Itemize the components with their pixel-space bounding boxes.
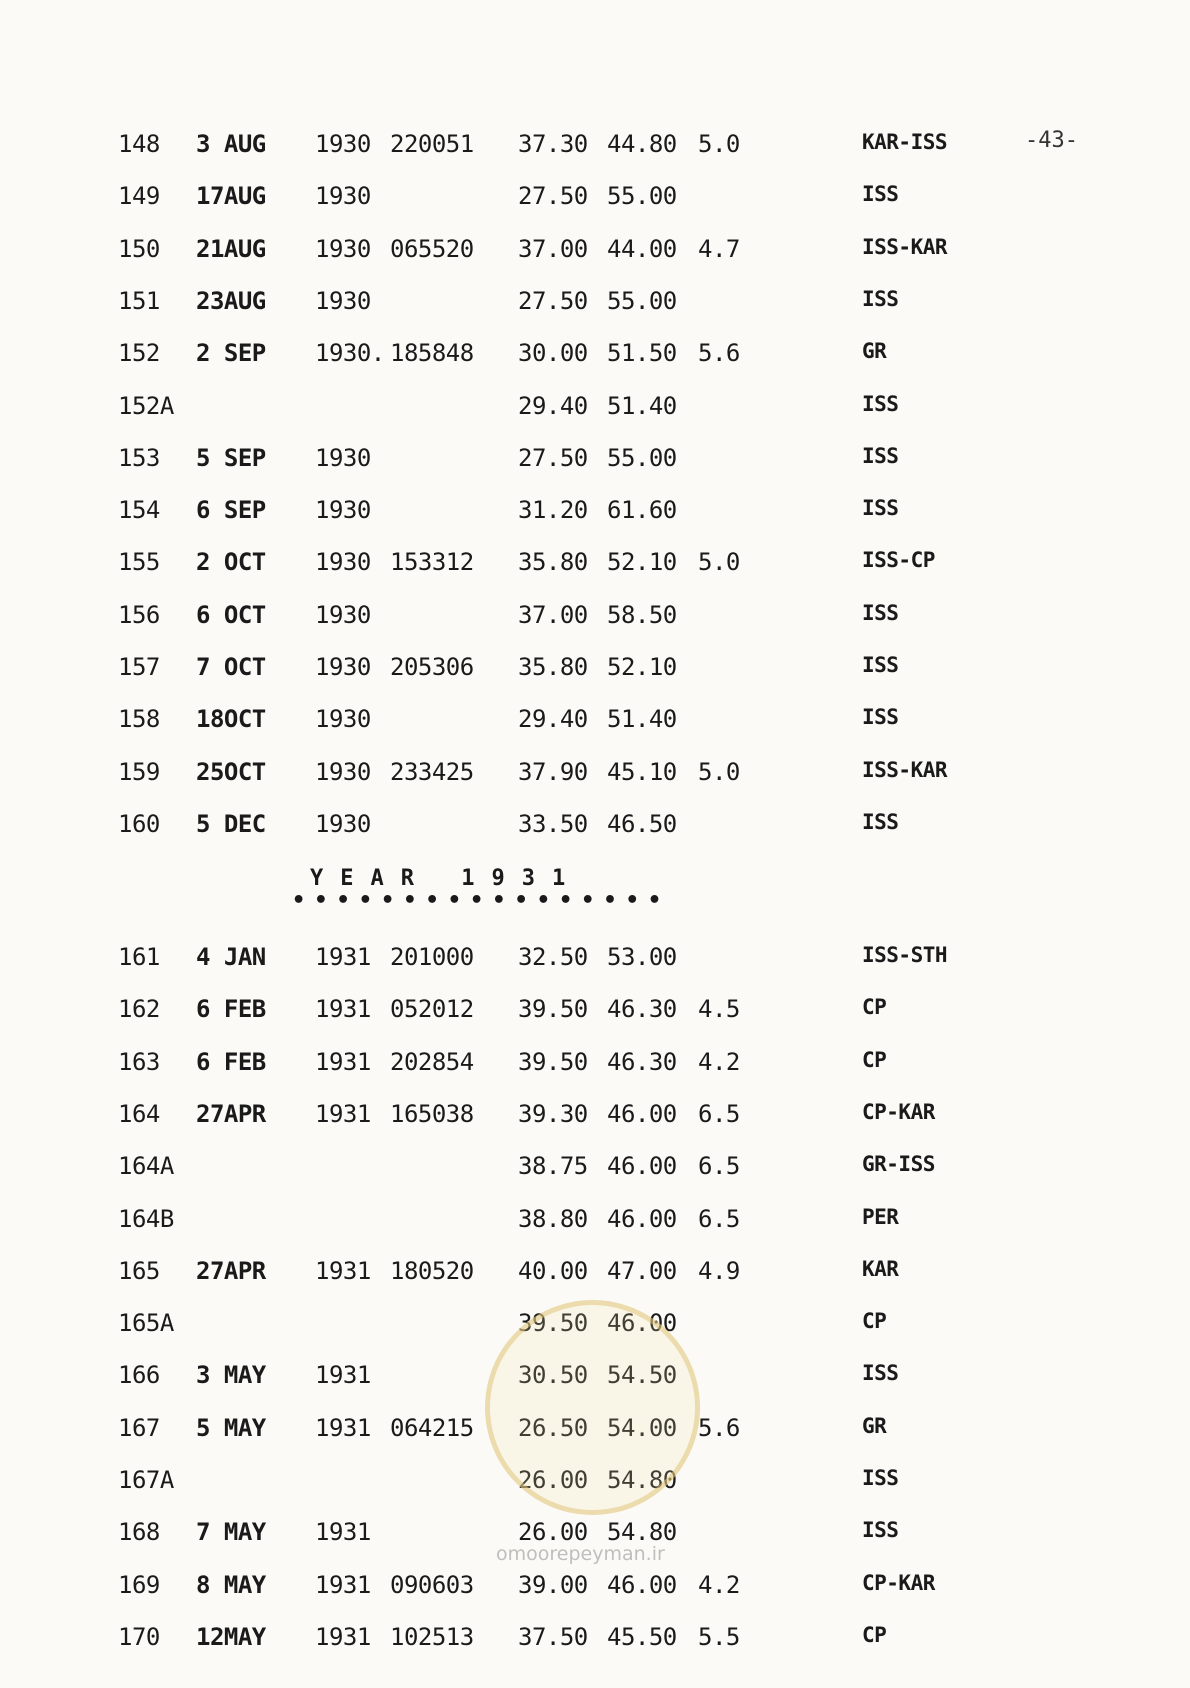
entry-date: 2 SEP <box>196 339 266 368</box>
entry-source: KAR <box>862 1256 899 1281</box>
entry-longitude: 61.60 <box>607 496 677 525</box>
entry-date: 5 MAY <box>196 1413 266 1442</box>
entry-longitude: 55.00 <box>607 443 677 472</box>
entry-number: 164 <box>118 1099 160 1128</box>
entry-longitude: 44.00 <box>607 234 677 263</box>
entry-longitude: 54.80 <box>607 1466 677 1494</box>
entry-source: KAR-ISS <box>862 130 948 154</box>
entry-time: 090603 <box>390 1570 474 1599</box>
entry-number: 153 <box>118 443 160 472</box>
entry-magnitude: 6.5 <box>698 1152 740 1181</box>
entry-latitude: 39.50 <box>518 995 588 1024</box>
watermark-text: omoorepeyman.ir <box>496 1543 665 1565</box>
entry-longitude: 46.00 <box>607 1204 677 1233</box>
entry-magnitude: 4.2 <box>698 1570 740 1599</box>
entry-number: 157 <box>118 653 160 681</box>
table-row <box>0 287 1190 327</box>
entry-latitude: 37.90 <box>518 757 588 786</box>
entry-latitude: 31.20 <box>518 496 588 525</box>
entry-longitude: 51.50 <box>607 339 677 368</box>
entry-time: 220051 <box>390 130 474 158</box>
entry-time: 185848 <box>390 339 474 368</box>
entry-number: 151 <box>118 286 160 315</box>
entry-year: 1930 <box>315 809 371 838</box>
entry-latitude: 39.50 <box>518 1309 588 1338</box>
entry-source: ISS <box>862 1361 899 1386</box>
entry-time: 202854 <box>390 1047 474 1076</box>
watermark-stamp <box>485 1300 700 1515</box>
table-row <box>0 943 1190 983</box>
entry-source: CP-KAR <box>862 1570 935 1595</box>
entry-latitude: 37.30 <box>518 130 588 158</box>
entry-source: CP <box>862 1047 887 1072</box>
entry-date: 6 SEP <box>196 496 266 525</box>
entry-year: 1930 <box>315 443 371 472</box>
entry-longitude: 53.00 <box>607 943 677 971</box>
table-row <box>0 1257 1190 1297</box>
entry-magnitude: 5.0 <box>698 548 740 577</box>
entry-latitude: 29.40 <box>518 705 588 734</box>
entry-latitude: 27.50 <box>518 286 588 315</box>
entry-date: 27APR <box>196 1256 266 1285</box>
entry-source: ISS <box>862 286 899 311</box>
entry-longitude: 46.00 <box>607 1570 677 1599</box>
entry-date: 6 FEB <box>196 1047 266 1076</box>
entry-time: 165038 <box>390 1099 474 1128</box>
entry-latitude: 40.00 <box>518 1256 588 1285</box>
entry-year: 1931 <box>315 1256 371 1285</box>
entry-source: ISS-KAR <box>862 757 948 782</box>
entry-latitude: 38.75 <box>518 1152 588 1181</box>
entry-magnitude: 5.0 <box>698 757 740 786</box>
entry-latitude: 37.00 <box>518 600 588 629</box>
entry-number: 167A <box>118 1466 174 1494</box>
entry-source: GR-ISS <box>862 1152 935 1177</box>
entry-source: CP <box>862 1622 887 1647</box>
entry-time: 064215 <box>390 1413 474 1442</box>
entry-source: ISS <box>862 391 899 416</box>
entry-magnitude: 6.5 <box>698 1204 740 1233</box>
entry-longitude: 54.50 <box>607 1361 677 1390</box>
entry-longitude: 51.40 <box>607 391 677 420</box>
entry-latitude: 35.80 <box>518 548 588 577</box>
entry-time: 052012 <box>390 995 474 1024</box>
entry-date: 3 MAY <box>196 1361 266 1390</box>
entry-source: GR <box>862 339 887 364</box>
entry-date: 18OCT <box>196 705 266 734</box>
entry-latitude: 39.50 <box>518 1047 588 1076</box>
entry-date: 27APR <box>196 1099 266 1128</box>
entry-source: ISS <box>862 1466 899 1490</box>
entry-source: ISS-STH <box>862 943 948 967</box>
table-row <box>0 705 1190 745</box>
entry-year: 1930 <box>315 548 371 577</box>
entry-longitude: 46.00 <box>607 1099 677 1128</box>
entry-number: 168 <box>118 1518 160 1547</box>
entry-longitude: 46.50 <box>607 809 677 838</box>
entry-longitude: 51.40 <box>607 705 677 734</box>
entry-number: 148 <box>118 130 160 158</box>
entry-latitude: 37.50 <box>518 1622 588 1651</box>
entry-year: 1930 <box>315 130 371 158</box>
entry-number: 165 <box>118 1256 160 1285</box>
entry-number: 156 <box>118 600 160 629</box>
entry-number: 152A <box>118 391 174 420</box>
entry-latitude: 35.80 <box>518 653 588 681</box>
entry-date: 25OCT <box>196 757 266 786</box>
entry-latitude: 39.00 <box>518 1570 588 1599</box>
entry-year: 1930. <box>315 339 385 368</box>
entry-number: 163 <box>118 1047 160 1076</box>
entry-latitude: 26.00 <box>518 1518 588 1547</box>
entry-longitude: 54.00 <box>607 1413 677 1442</box>
entry-latitude: 38.80 <box>518 1204 588 1233</box>
entry-date: 4 JAN <box>196 943 266 971</box>
entry-year: 1930 <box>315 182 371 211</box>
entry-longitude: 45.10 <box>607 757 677 786</box>
entry-longitude: 45.50 <box>607 1622 677 1651</box>
entry-year: 1931 <box>315 1361 371 1390</box>
entry-source: CP <box>862 995 887 1020</box>
entry-source: CP-KAR <box>862 1099 935 1124</box>
entry-year: 1930 <box>315 757 371 786</box>
entry-year: 1931 <box>315 1099 371 1128</box>
entry-longitude: 58.50 <box>607 600 677 629</box>
entry-latitude: 33.50 <box>518 809 588 838</box>
entry-latitude: 27.50 <box>518 443 588 472</box>
entry-source: ISS <box>862 443 899 468</box>
entry-number: 152 <box>118 339 160 368</box>
entry-latitude: 26.00 <box>518 1466 588 1494</box>
entry-source: ISS <box>862 809 899 834</box>
entry-source: PER <box>862 1204 899 1229</box>
entry-latitude: 37.00 <box>518 234 588 263</box>
entry-latitude: 30.00 <box>518 339 588 368</box>
table-row <box>0 1623 1190 1663</box>
entry-longitude: 46.00 <box>607 1309 677 1338</box>
table-row <box>0 601 1190 641</box>
year-heading: YEAR 1931 <box>310 866 583 891</box>
table-row <box>0 653 1190 693</box>
table-row <box>0 1571 1190 1611</box>
entry-date: 12MAY <box>196 1622 266 1651</box>
entry-date: 6 OCT <box>196 600 266 629</box>
entry-year: 1930 <box>315 286 371 315</box>
entry-latitude: 29.40 <box>518 391 588 420</box>
entry-time: 205306 <box>390 653 474 681</box>
entry-time: 065520 <box>390 234 474 263</box>
entry-source: ISS-CP <box>862 548 935 573</box>
entry-longitude: 47.00 <box>607 1256 677 1285</box>
table-row <box>0 235 1190 275</box>
entry-year: 1931 <box>315 943 371 971</box>
entry-source: ISS-KAR <box>862 234 948 259</box>
table-row <box>0 548 1190 588</box>
entry-number: 169 <box>118 1570 160 1599</box>
entry-longitude: 46.00 <box>607 1152 677 1181</box>
entry-source: GR <box>862 1413 887 1438</box>
entry-year: 1931 <box>315 1518 371 1547</box>
table-row <box>0 1152 1190 1192</box>
entry-number: 159 <box>118 757 160 786</box>
entry-magnitude: 6.5 <box>698 1099 740 1128</box>
entry-longitude: 55.00 <box>607 286 677 315</box>
entry-source: ISS <box>862 182 899 207</box>
entry-number: 164B <box>118 1204 174 1233</box>
entry-date: 7 OCT <box>196 653 266 681</box>
entry-time: 233425 <box>390 757 474 786</box>
entry-time: 153312 <box>390 548 474 577</box>
entry-year: 1931 <box>315 995 371 1024</box>
entry-number: 162 <box>118 995 160 1024</box>
table-row <box>0 1048 1190 1088</box>
entry-source: ISS <box>862 1518 899 1543</box>
entry-date: 3 AUG <box>196 130 266 158</box>
table-row <box>0 392 1190 432</box>
entry-longitude: 52.10 <box>607 548 677 577</box>
entry-latitude: 27.50 <box>518 182 588 211</box>
entry-source: ISS <box>862 705 899 730</box>
entry-number: 160 <box>118 809 160 838</box>
table-row <box>0 339 1190 379</box>
entry-source: ISS <box>862 496 899 521</box>
table-row <box>0 496 1190 536</box>
entry-year: 1931 <box>315 1622 371 1651</box>
entry-longitude: 46.30 <box>607 1047 677 1076</box>
entry-magnitude: 4.7 <box>698 234 740 263</box>
entry-latitude: 39.30 <box>518 1099 588 1128</box>
entry-time: 201000 <box>390 943 474 971</box>
table-row <box>0 130 1190 170</box>
entry-year: 1930 <box>315 496 371 525</box>
table-row <box>0 995 1190 1035</box>
entry-source: CP <box>862 1309 887 1334</box>
entry-date: 2 OCT <box>196 548 266 577</box>
entry-magnitude: 5.5 <box>698 1622 740 1651</box>
entry-magnitude: 4.2 <box>698 1047 740 1076</box>
table-row <box>0 1100 1190 1140</box>
entry-date: 5 SEP <box>196 443 266 472</box>
dotted-rule: ••••••••••••••••• <box>292 888 671 913</box>
entry-year: 1931 <box>315 1047 371 1076</box>
entry-date: 8 MAY <box>196 1570 266 1599</box>
entry-date: 7 MAY <box>196 1518 266 1547</box>
entry-year: 1930 <box>315 653 371 681</box>
entry-latitude: 26.50 <box>518 1413 588 1442</box>
entry-magnitude: 5.6 <box>698 339 740 368</box>
entry-time: 102513 <box>390 1622 474 1651</box>
entry-source: ISS <box>862 653 899 677</box>
entry-year: 1930 <box>315 600 371 629</box>
entry-number: 165A <box>118 1309 174 1338</box>
entry-number: 167 <box>118 1413 160 1442</box>
entry-number: 149 <box>118 182 160 211</box>
entry-longitude: 54.80 <box>607 1518 677 1547</box>
entry-year: 1930 <box>315 234 371 263</box>
entry-longitude: 52.10 <box>607 653 677 681</box>
entry-year: 1931 <box>315 1570 371 1599</box>
entry-time: 180520 <box>390 1256 474 1285</box>
entry-number: 166 <box>118 1361 160 1390</box>
entry-year: 1931 <box>315 1413 371 1442</box>
entry-latitude: 32.50 <box>518 943 588 971</box>
entry-number: 161 <box>118 943 160 971</box>
entry-number: 150 <box>118 234 160 263</box>
entry-date: 17AUG <box>196 182 266 211</box>
entry-number: 158 <box>118 705 160 734</box>
entry-date: 23AUG <box>196 286 266 315</box>
entry-magnitude: 5.6 <box>698 1413 740 1442</box>
entry-magnitude: 5.0 <box>698 130 740 158</box>
table-row <box>0 182 1190 222</box>
table-row <box>0 810 1190 850</box>
table-row <box>0 444 1190 484</box>
entry-magnitude: 4.5 <box>698 995 740 1024</box>
entry-number: 155 <box>118 548 160 577</box>
entry-latitude: 30.50 <box>518 1361 588 1390</box>
entry-longitude: 44.80 <box>607 130 677 158</box>
entry-magnitude: 4.9 <box>698 1256 740 1285</box>
entry-date: 6 FEB <box>196 995 266 1024</box>
entry-year: 1930 <box>315 705 371 734</box>
entry-number: 164A <box>118 1152 174 1181</box>
entry-longitude: 46.30 <box>607 995 677 1024</box>
table-row <box>0 758 1190 798</box>
entry-date: 5 DEC <box>196 809 266 838</box>
entry-number: 154 <box>118 496 160 525</box>
entry-number: 170 <box>118 1622 160 1651</box>
table-row <box>0 1205 1190 1245</box>
page-number: -43- <box>1025 128 1078 153</box>
entry-date: 21AUG <box>196 234 266 263</box>
entry-source: ISS <box>862 600 899 625</box>
entry-longitude: 55.00 <box>607 182 677 211</box>
